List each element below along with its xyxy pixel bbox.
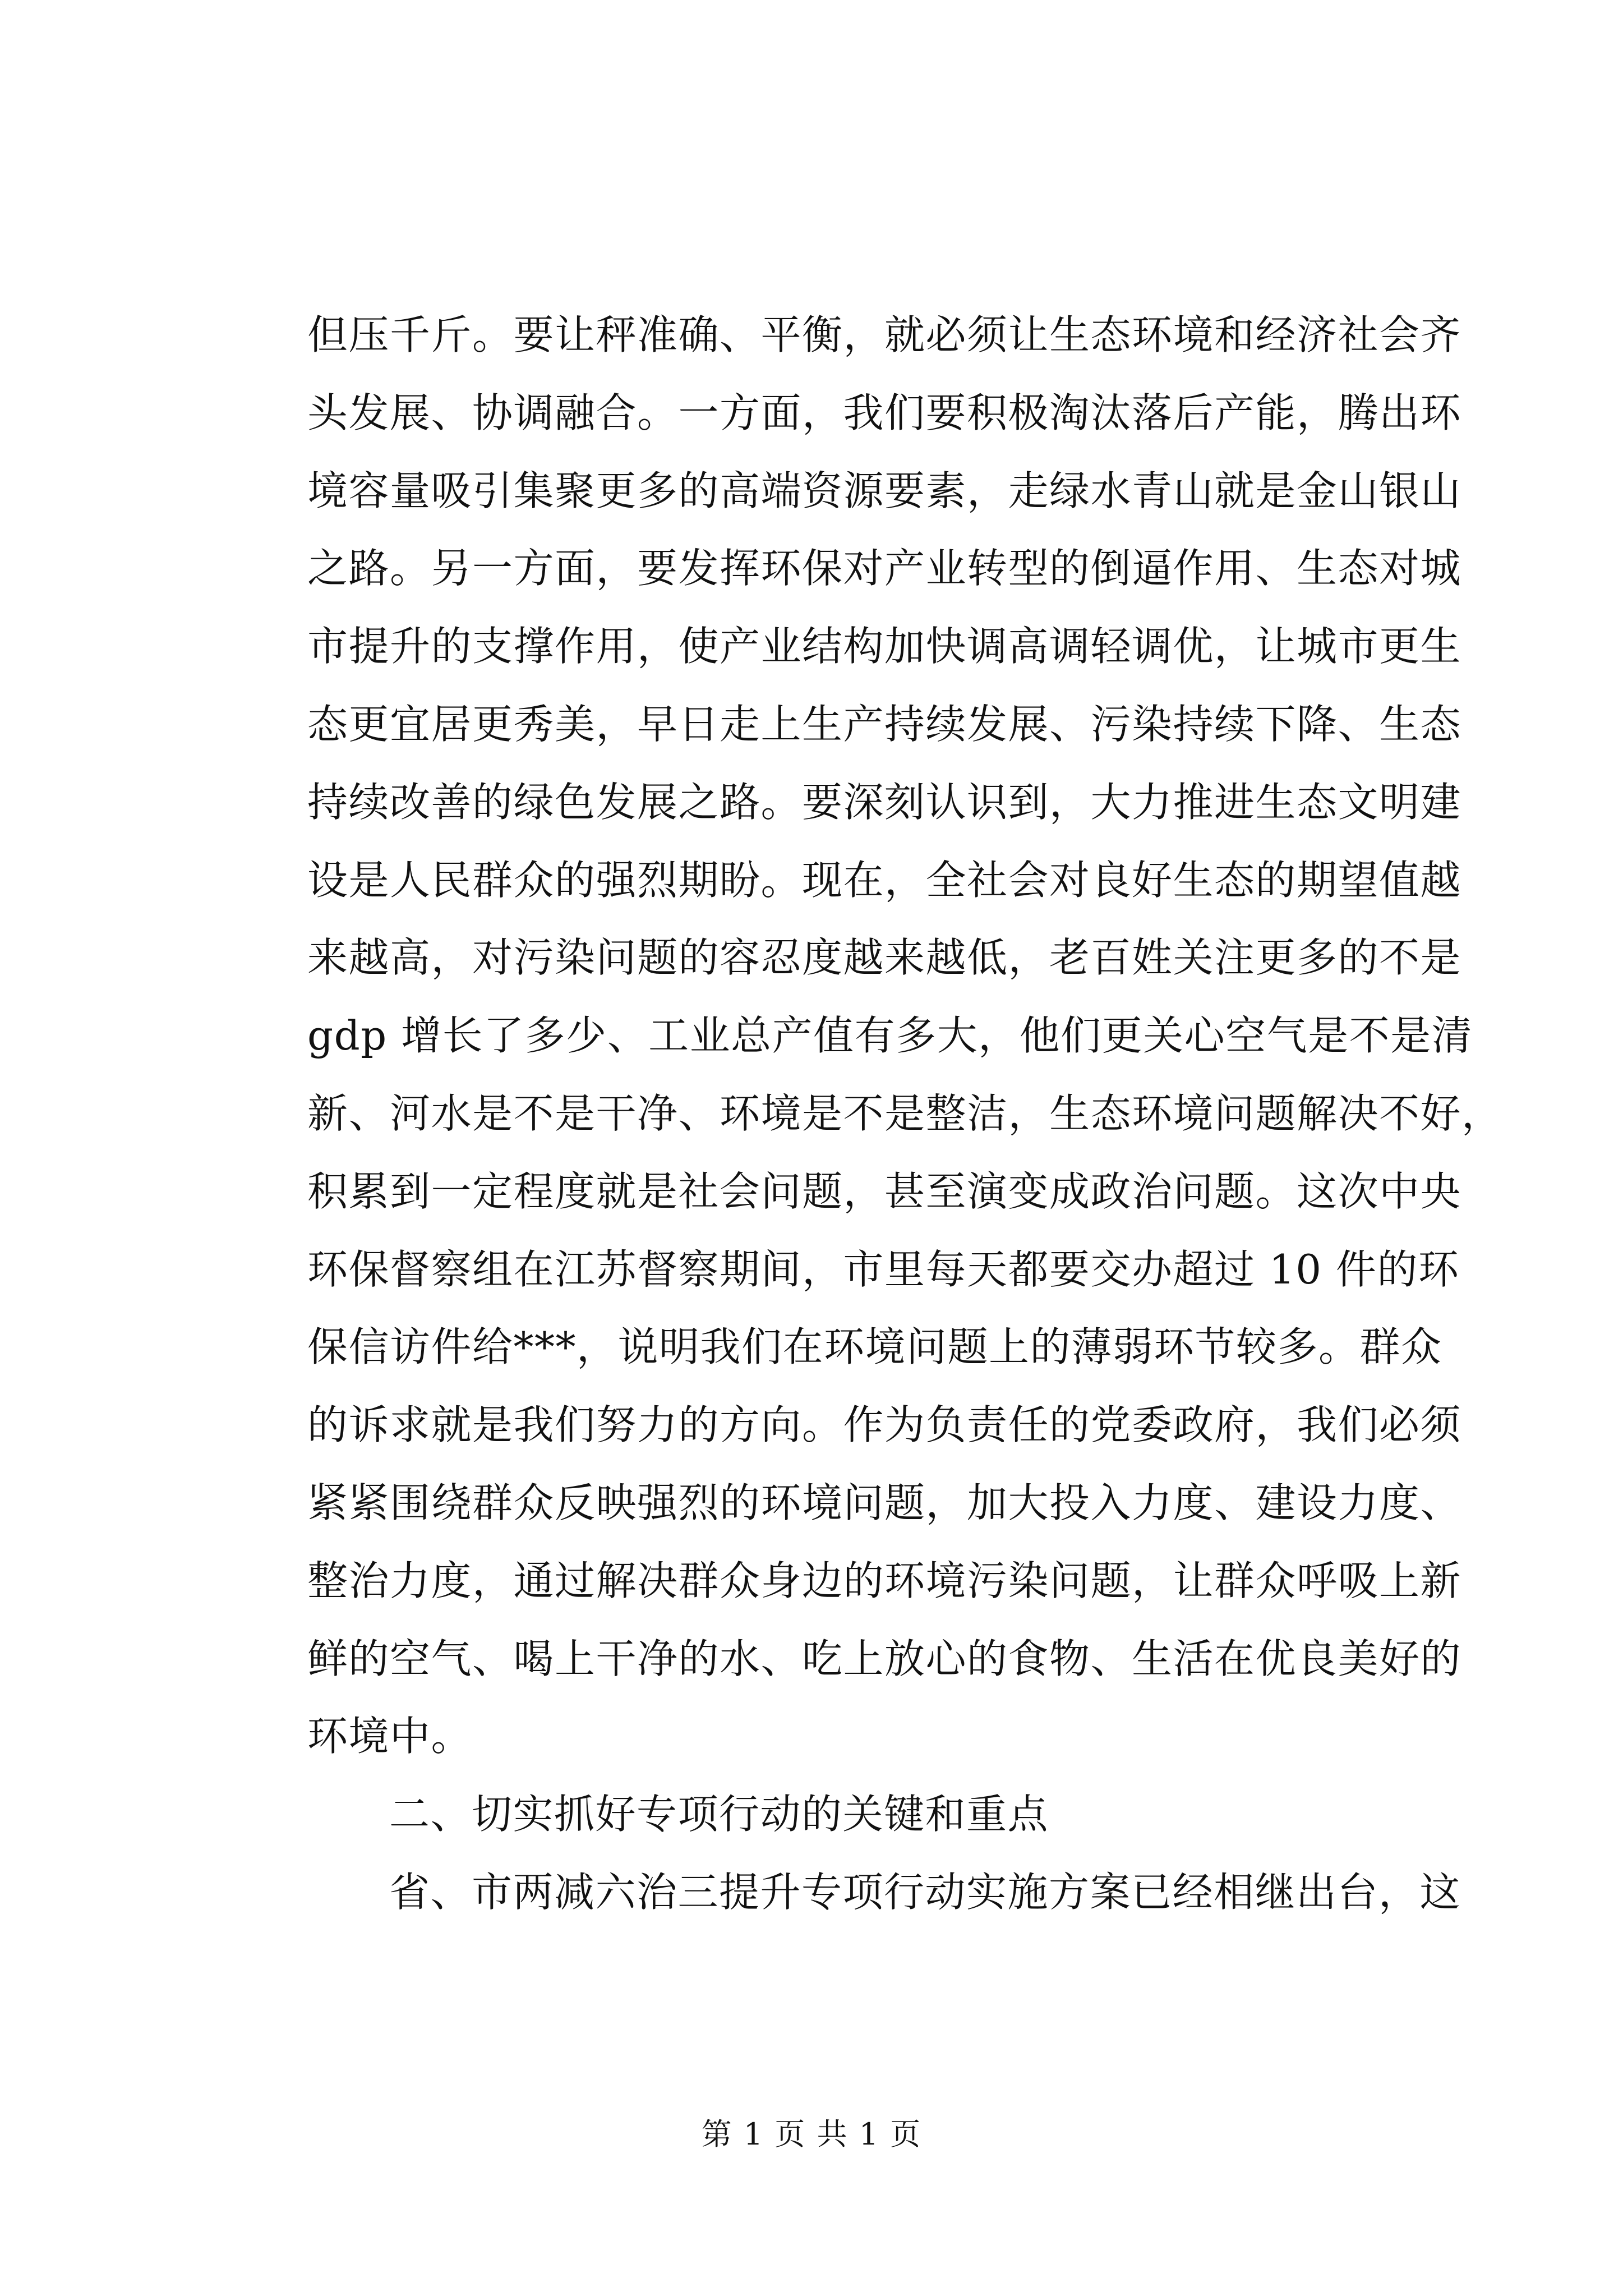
section-heading: 二、切实抓好专项行动的关键和重点	[389, 1791, 1049, 1838]
text-line: 环保督察组在江苏督察期间，市里每天都要交办超过 10 件的环	[307, 1245, 1460, 1293]
text-line: 来越高，对污染问题的容忍度越来越低，老百姓关注更多的不是	[307, 934, 1462, 982]
paragraph-first-line: 省、市两减六治三提升专项行动实施方案已经相继出台，这	[389, 1868, 1461, 1916]
text-line: 环境中。	[307, 1713, 473, 1760]
text-line: 鲜的空气、喝上干净的水、吃上放心的食物、生活在优良美好的	[307, 1635, 1462, 1682]
text-line: 紧紧围绕群众反映强烈的环境问题，加大投入力度、建设力度、	[307, 1479, 1462, 1526]
text-line: 头发展、协调融合。一方面，我们要积极淘汰落后产能，腾出环	[307, 389, 1462, 436]
page-footer: 第 1 页 共 1 页	[701, 2116, 922, 2152]
text-line: 保信访件给***，说明我们在环境问题上的薄弱环节较多。群众	[307, 1323, 1442, 1371]
text-line: 但压千斤。要让秤准确、平衡，就必须让生态环境和经济社会齐	[307, 311, 1462, 358]
text-line: 整治力度，通过解决群众身边的环境污染问题，让群众呼吸上新	[307, 1557, 1462, 1604]
text-line: 设是人民群众的强烈期盼。现在，全社会对良好生态的期望值越	[307, 856, 1462, 904]
text-line: 持续改善的绿色发展之路。要深刻认识到，大力推进生态文明建	[307, 778, 1462, 826]
text-line: 态更宜居更秀美，早日走上生产持续发展、污染持续下降、生态	[307, 700, 1462, 748]
document-body	[307, 296, 1503, 1931]
text-line: 市提升的支撑作用，使产业结构加快调高调轻调优，让城市更生	[307, 623, 1462, 670]
text-line: 积累到一定程度就是社会问题，甚至演变成政治问题。这次中央	[307, 1167, 1462, 1215]
text-line: 的诉求就是我们努力的方向。作为负责任的党委政府，我们必须	[307, 1401, 1462, 1449]
text-line: gdp 增长了多少、工业总产值有多大，他们更关心空气是不是清	[307, 1012, 1473, 1060]
text-line: 境容量吸引集聚更多的高端资源要素，走绿水青山就是金山银山	[307, 467, 1462, 514]
text-line: 新、河水是不是干净、环境是不是整洁，生态环境问题解决不好，	[307, 1089, 1503, 1137]
text-line: 之路。另一方面，要发挥环保对产业转型的倒逼作用、生态对城	[307, 545, 1462, 592]
